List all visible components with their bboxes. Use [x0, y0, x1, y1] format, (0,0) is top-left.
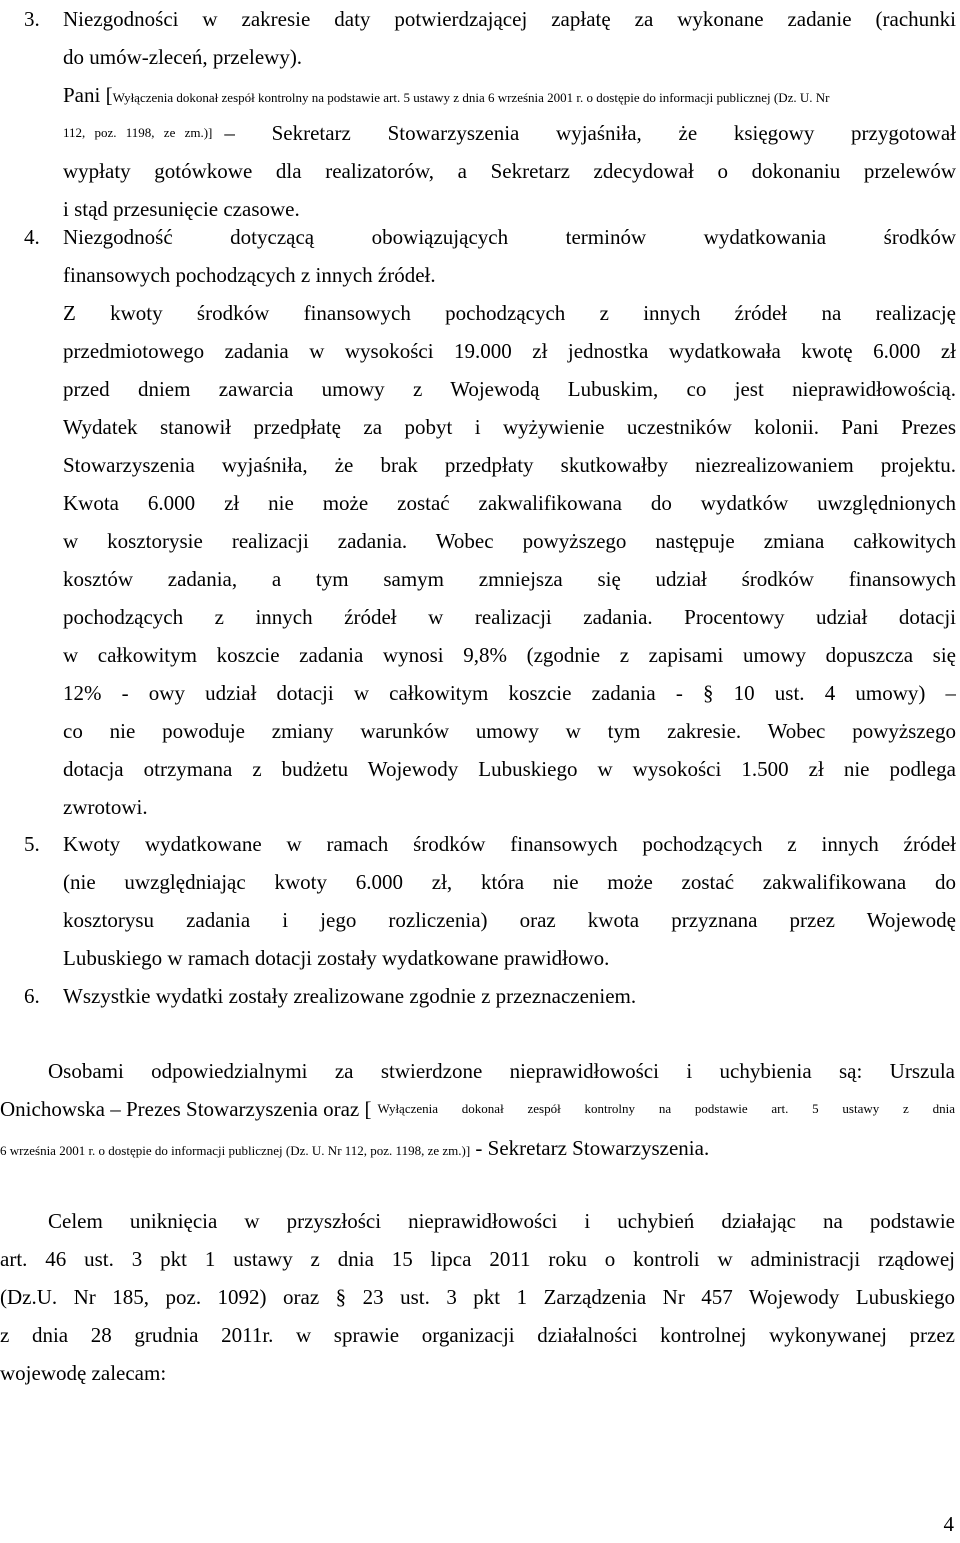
text-line: art. 46 ust. 3 pkt 1 ustawy z dnia 15 lipca 2011 roku o kontroli w administracji rządowej — [0, 1247, 955, 1271]
text-line: w kosztorysie realizacji zadania. Wobec powyższego następuje zmiana całkowitych — [63, 529, 956, 553]
text-line: 12% - owy udział dotacji w całkowitym koszcie zadania - § 10 ust. 4 umowy) – — [63, 681, 956, 705]
text-line: Kwota 6.000 zł nie może zostać zakwalifikowana do wydatków uwzględnionych — [63, 491, 956, 515]
list-number: 6. — [24, 984, 40, 1008]
text-line: do umów-zleceń, przelewy). — [63, 45, 303, 69]
text-span: - Sekretarz Stowarzyszenia. — [470, 1136, 710, 1160]
redaction-note: Wyłączenia dokonał zespół kontrolny na podstawie art. 5 ustawy z dnia 6 września 2001 r. o dostępie do informacji publicznej (Dz. U. Nr — [112, 90, 830, 105]
list-number: 5. — [24, 832, 40, 856]
list-item-body — [63, 218, 956, 826]
text-line: Wydatek stanowił przedpłatę za pobyt i wyżywienie uczestników kolonii. Pani Prezes — [63, 415, 956, 439]
list-item-5 — [24, 825, 956, 977]
text-line: i stąd przesunięcie czasowe. — [63, 197, 300, 221]
text-line: co nie powoduje zmiany warunków umowy w tym zakresie. Wobec powyższego — [63, 719, 956, 743]
text-span: Pani [ — [63, 83, 113, 107]
text-line: Niezgodność dotyczącą obowiązujących terminów wydatkowania środków — [63, 225, 956, 249]
text-line: Z kwoty środków finansowych pochodzących z innych źródeł na realizację — [63, 301, 956, 325]
list-item-4 — [24, 218, 956, 826]
text-line: finansowych pochodzących z innych źródeł. — [63, 263, 436, 287]
list-item-body — [63, 977, 956, 1015]
text-line: kosztorysu zadania i jego rozliczenia) oraz kwota przyznana przez Wojewodę — [63, 908, 956, 932]
list-item-body — [63, 825, 956, 977]
text-line: dotacja otrzymana z budżetu Wojewody Lubuskiego w wysokości 1.500 zł nie podlega — [63, 757, 956, 781]
text-line: Kwoty wydatkowane w ramach środków finansowych pochodzących z innych źródeł — [63, 832, 956, 856]
text-line: w całkowitym koszcie zadania wynosi 9,8% (zgodnie z zapisami umowy dopuszcza się — [63, 643, 956, 667]
text-line: Lubuskiego w ramach dotacji zostały wydatkowane prawidłowo. — [63, 946, 610, 970]
redaction-note: 6 września 2001 r. o dostępie do informacji publicznej (Dz. U. Nr 112, poz. 1198, ze zm.)] — [0, 1143, 471, 1158]
text-span: Onichowska – Prezes Stowarzyszenia oraz [ — [0, 1097, 372, 1121]
page-number: 4 — [943, 1512, 954, 1536]
redaction-note: Wyłączenia dokonał zespół kontrolny na podstawie art. 5 ustawy z dnia — [377, 1101, 955, 1116]
text-line: kosztów zadania, a tym samym zmniejsza się udział środków finansowych — [63, 567, 956, 591]
text-line-redaction — [63, 114, 956, 152]
text-line: Celem uniknięcia w przyszłości nieprawidłowości i uchybień działając na podstawie — [48, 1209, 955, 1233]
text-line-redaction — [0, 1090, 955, 1128]
text-line: Niezgodności w zakresie daty potwierdzającej zapłatę za wykonane zadanie (rachunki — [63, 7, 956, 31]
list-number: 4. — [24, 225, 40, 249]
text-line-redaction — [0, 1129, 955, 1167]
text-line: wypłaty gotówkowe dla realizatorów, a Sekretarz zdecydował o dokonaniu przelewów — [63, 159, 956, 183]
text-line: (nie uwzględniając kwoty 6.000 zł, która nie może zostać zakwalifikowana do — [63, 870, 956, 894]
list-item-3 — [24, 0, 956, 228]
text-line: pochodzących z innych źródeł w realizacji zadania. Procentowy udział dotacji — [63, 605, 956, 629]
text-line: Wszystkie wydatki zostały zrealizowane zgodnie z przeznaczeniem. — [63, 984, 637, 1008]
text-line: Osobami odpowiedzialnymi za stwierdzone nieprawidłowości i uchybienia są: Urszula — [48, 1059, 955, 1083]
text-line: zwrotowi. — [63, 795, 148, 819]
text-span: – Sekretarz Stowarzyszenia wyjaśniła, że księgowy przygotował — [224, 121, 956, 145]
text-line: przedmiotowego zadania w wysokości 19.000 zł jednostka wydatkowała kwotę 6.000 zł — [63, 339, 956, 363]
list-item-6 — [24, 977, 956, 1015]
text-line: z dnia 28 grudnia 2011r. w sprawie organizacji działalności kontrolnej wykonywanej przez — [0, 1323, 955, 1347]
redaction-note: 112, poz. 1198, ze zm.)] — [63, 125, 213, 140]
text-line-redaction — [63, 76, 956, 114]
list-item-body — [63, 0, 956, 228]
text-line: wojewodę zalecam: — [0, 1361, 167, 1385]
text-line: przed dniem zawarcia umowy z Wojewodą Lubuskim, co jest nieprawidłowością. — [63, 377, 956, 401]
text-line: (Dz.U. Nr 185, poz. 1092) oraz § 23 ust. 3 pkt 1 Zarządzenia Nr 457 Wojewody Lubuskiego — [0, 1285, 955, 1309]
list-number: 3. — [24, 7, 40, 31]
text-line: Stowarzyszenia wyjaśniła, że brak przedpłaty skutkowałby niezrealizowaniem projektu. — [63, 453, 956, 477]
